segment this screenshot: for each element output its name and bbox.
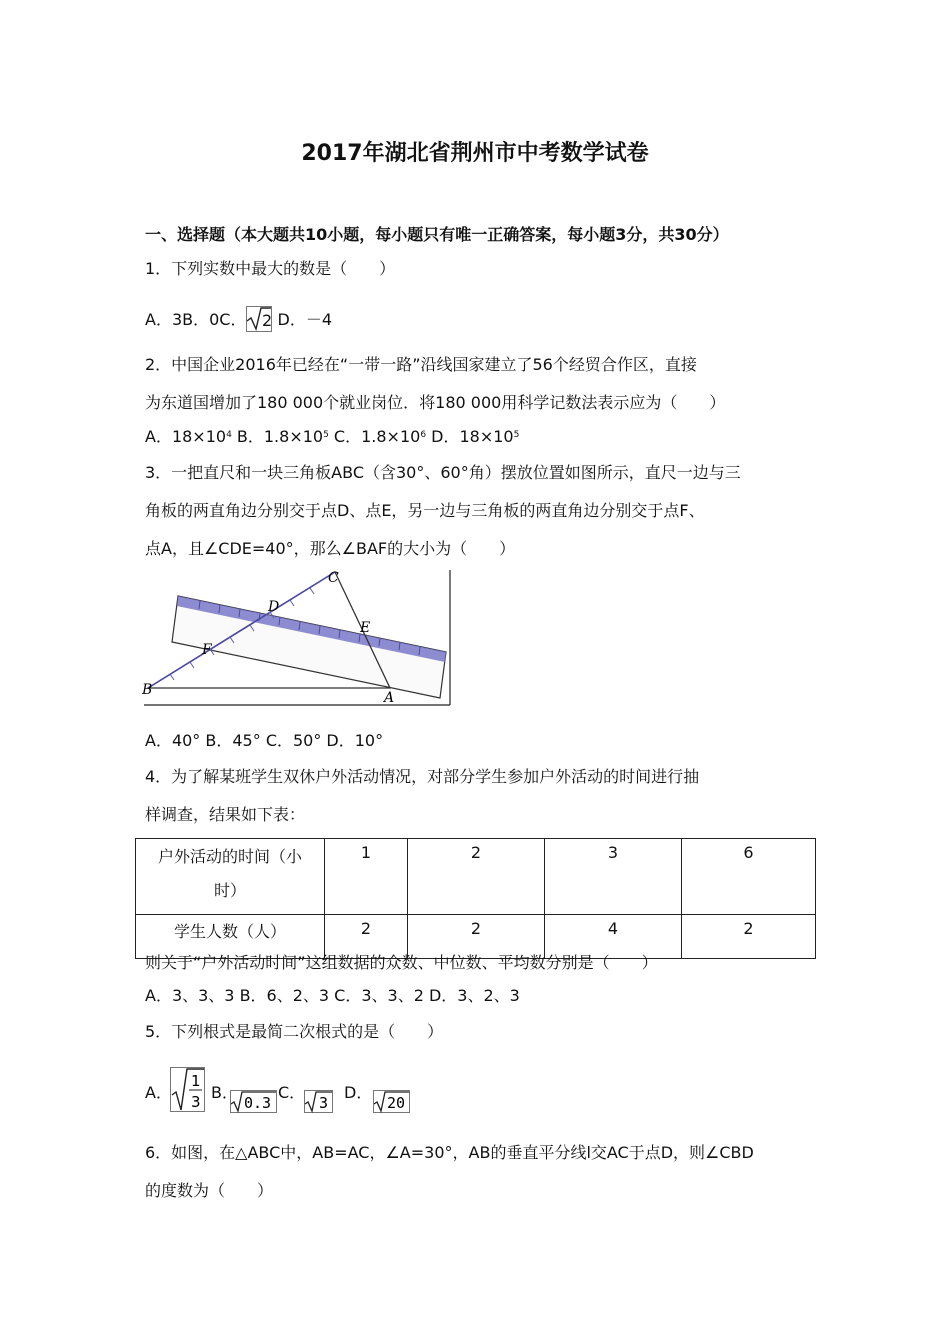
- q6-line1: 6．如图，在△ABC中，AB=AC，∠A=30°，AB的垂直平分线l交AC于点D，则∠CBD: [145, 1143, 754, 1162]
- q2-opt-d: D．18×10: [426, 427, 514, 446]
- table-header-cell: 学生人数（人）: [136, 915, 325, 959]
- sqrt-one-third: [170, 1067, 206, 1113]
- q2-opt-b: B．1.8×10: [231, 427, 324, 446]
- table-cell: 3: [545, 839, 682, 915]
- frac-num: 1: [191, 1072, 201, 1090]
- q4-line1: 4．为了解某班学生双休户外活动情况，对部分学生参加户外活动的时间进行抽: [145, 767, 700, 786]
- label-e: E: [360, 620, 371, 636]
- q5-label-a: A．: [145, 1083, 172, 1102]
- q2-opt-c: C．1.8×10: [328, 427, 421, 446]
- q3-line2: 角板的两直角边分别交于点D、点E，另一边与三角板的两直角边分别交于点F、: [145, 501, 705, 520]
- frac-den: 3: [191, 1093, 201, 1111]
- q4-options: A．3、3、3 B．6、2、3 C．3、3、2 D．3、2、3: [145, 986, 520, 1005]
- activity-table: [135, 838, 816, 959]
- table-cell: 2: [408, 915, 545, 959]
- radical-sign-icon: [246, 306, 272, 332]
- table-row: [136, 839, 816, 915]
- q5-stem: 5．下列根式是最简二次根式的是（ ）: [145, 1022, 444, 1041]
- ruler-triangle-figure: [140, 566, 452, 708]
- sqrt-20: [373, 1090, 411, 1114]
- q4-line2: 样调查，结果如下表：: [145, 805, 306, 824]
- label-c: C: [328, 570, 339, 586]
- table-cell: 2: [408, 839, 545, 915]
- q3-line3: 点A，且∠CDE=40°，那么∠BAF的大小为（ ）: [145, 539, 516, 558]
- q5-label-b: B．: [211, 1083, 238, 1102]
- q2-exp-b: 5: [323, 430, 329, 440]
- q5-label-d: D．: [344, 1083, 373, 1102]
- label-b: B: [142, 682, 153, 698]
- q1-options-abc: A．3B．0C．: [145, 310, 247, 329]
- q1-options: [145, 306, 332, 332]
- table-header-cell: 户外活动的时间（小 时）: [136, 839, 325, 915]
- radicand: 2: [262, 311, 273, 330]
- q2-line2: 为东道国增加了180 000个就业岗位．将180 000用科学记数法表示应为（ ）: [145, 393, 726, 412]
- radicand-b: 0.3: [244, 1094, 272, 1112]
- sqrt-3: [304, 1090, 334, 1114]
- q6-line2: 的度数为（ ）: [145, 1181, 274, 1200]
- q2-exp-d: 5: [513, 430, 520, 440]
- q3-line1: 3．一把直尺和一块三角板ABC（含30°、60°角）摆放位置如图所示，直尺一边与三: [145, 463, 741, 482]
- table-cell: 4: [545, 915, 682, 959]
- q5-label-c: C．: [278, 1083, 306, 1102]
- table-cell: 1: [325, 839, 408, 915]
- label-a: A: [384, 690, 395, 706]
- label-f: F: [202, 642, 212, 658]
- table-cell: 6: [682, 839, 816, 915]
- q1-stem: 1．下列实数中最大的数是（ ）: [145, 259, 396, 278]
- table-cell: 2: [325, 915, 408, 959]
- label-d: D: [268, 599, 280, 615]
- q1-option-d: D．－4: [272, 310, 333, 329]
- sqrt-2: [246, 306, 272, 332]
- q2-exp-a: 4: [226, 430, 232, 440]
- q4-after: 则关于“户外活动时间”这组数据的众数、中位数、平均数分别是（ ）: [145, 953, 658, 972]
- q2-line1: 2．中国企业2016年已经在“一带一路”沿线国家建立了56个经贸合作区，直接: [145, 355, 697, 374]
- q2-exp-c: 6: [420, 430, 427, 440]
- table-cell: 2: [682, 915, 816, 959]
- radicand-d: 20: [387, 1094, 406, 1112]
- section-heading: 一、选择题（本大题共10小题，每小题只有唯一正确答案，每小题3分，共30分）: [145, 225, 729, 244]
- radicand-c: 3: [319, 1094, 329, 1112]
- q2-opt-a: A．18×10: [145, 427, 227, 446]
- q3-options: A．40° B．45° C．50° D．10°: [145, 731, 384, 750]
- q2-options: [145, 426, 519, 448]
- page-title: 2017年湖北省荆州市中考数学试卷: [301, 141, 649, 166]
- sqrt-0-3: [230, 1090, 278, 1114]
